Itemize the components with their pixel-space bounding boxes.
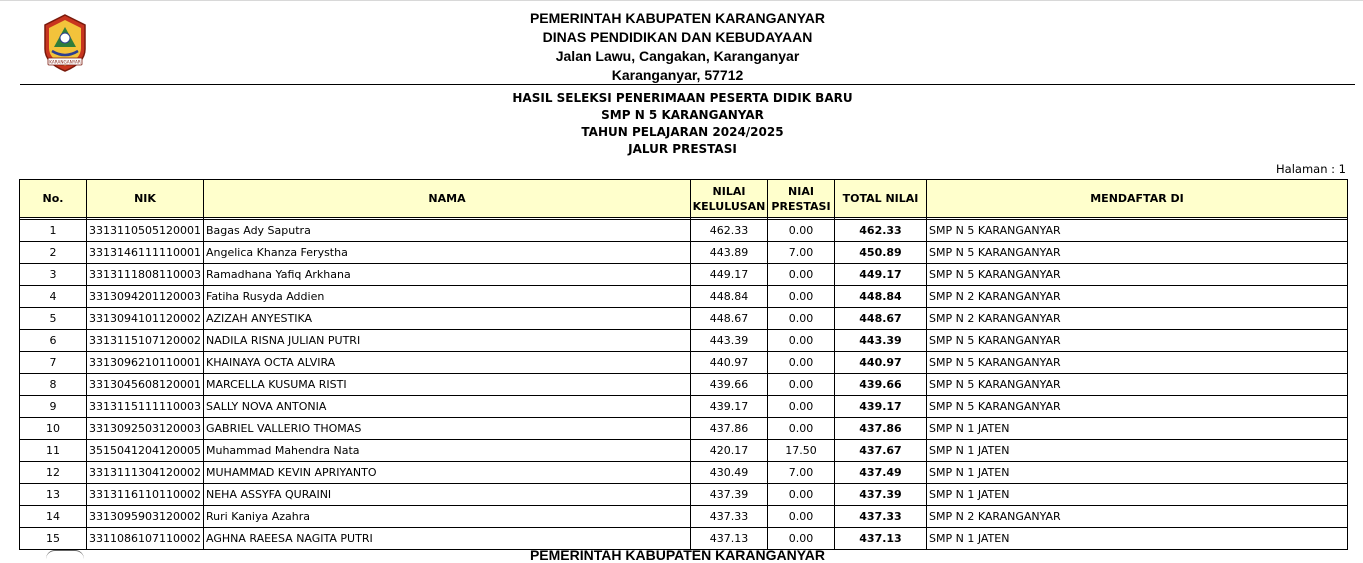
cell-nilai-prestasi: 0.00 (768, 330, 835, 352)
cell-nik: 3313045608120001 (87, 374, 204, 396)
cell-mendaftar-di: SMP N 1 JATEN (927, 528, 1348, 550)
cell-no: 15 (20, 528, 87, 550)
table-row (20, 506, 1348, 528)
table-row (20, 374, 1348, 396)
report-title-track: JALUR PRESTASI (628, 142, 737, 156)
table-row (20, 440, 1348, 462)
cell-mendaftar-di: SMP N 5 KARANGANYAR (927, 352, 1348, 374)
cell-nilai-prestasi: 0.00 (768, 506, 835, 528)
cell-mendaftar-di: SMP N 1 JATEN (927, 462, 1348, 484)
cell-nilai-prestasi: 0.00 (768, 484, 835, 506)
cell-mendaftar-di: SMP N 2 KARANGANYAR (927, 506, 1348, 528)
cell-mendaftar-di: SMP N 2 KARANGANYAR (927, 286, 1348, 308)
table-row (20, 330, 1348, 352)
cell-nilai-kelulusan: 437.86 (691, 418, 768, 440)
cell-no: 6 (20, 330, 87, 352)
cell-nilai-kelulusan: 443.39 (691, 330, 768, 352)
cell-total-nilai: 448.67 (835, 308, 927, 330)
cell-no: 4 (20, 286, 87, 308)
cell-total-nilai: 450.89 (835, 242, 927, 264)
table-row (20, 352, 1348, 374)
cell-nilai-kelulusan: 448.84 (691, 286, 768, 308)
cell-total-nilai: 449.17 (835, 264, 927, 286)
cell-nilai-prestasi: 0.00 (768, 264, 835, 286)
column-header-nama: NAMA (204, 180, 691, 218)
column-header-nik: NIK (87, 180, 204, 218)
svg-text:KARANGANYAR: KARANGANYAR (49, 59, 81, 65)
cell-no: 3 (20, 264, 87, 286)
cell-no: 13 (20, 484, 87, 506)
cell-nik: 3313115107120002 (87, 330, 204, 352)
cell-total-nilai: 443.39 (835, 330, 927, 352)
cell-total-nilai: 462.33 (835, 220, 927, 242)
cell-nama: SALLY NOVA ANTONIA (204, 396, 691, 418)
table-row (20, 418, 1348, 440)
letterhead-agency: DINAS PENDIDIKAN DAN KEBUDAYAAN (542, 29, 813, 45)
cell-nama: Bagas Ady Saputra (204, 220, 691, 242)
cell-nik: 3313115111110003 (87, 396, 204, 418)
cell-nilai-kelulusan: 448.67 (691, 308, 768, 330)
column-header-nilai-kelulusan: NILAI KELULUSAN (691, 180, 768, 218)
cell-no: 9 (20, 396, 87, 418)
letterhead-city: Karanganyar, 57712 (611, 67, 744, 83)
cell-no: 2 (20, 242, 87, 264)
cell-nik: 3515041204120005 (87, 440, 204, 462)
cell-nilai-prestasi: 0.00 (768, 220, 835, 242)
cell-nilai-prestasi: 0.00 (768, 352, 835, 374)
cell-nilai-kelulusan: 437.13 (691, 528, 768, 550)
table-row (20, 462, 1348, 484)
cell-nik: 3311086107110002 (87, 528, 204, 550)
cell-nilai-kelulusan: 443.89 (691, 242, 768, 264)
cell-nik: 3313096210110001 (87, 352, 204, 374)
cell-nama: NEHA ASSYFA QURAINI (204, 484, 691, 506)
cell-mendaftar-di: SMP N 5 KARANGANYAR (927, 242, 1348, 264)
cell-total-nilai: 437.39 (835, 484, 927, 506)
cell-nama: Ruri Kaniya Azahra (204, 506, 691, 528)
table-row (20, 396, 1348, 418)
cell-nik: 3313111304120002 (87, 462, 204, 484)
cell-nilai-prestasi: 7.00 (768, 462, 835, 484)
cell-nilai-kelulusan: 449.17 (691, 264, 768, 286)
cell-nilai-prestasi: 0.00 (768, 308, 835, 330)
cell-nilai-kelulusan: 439.66 (691, 374, 768, 396)
cell-nik: 3313116110110002 (87, 484, 204, 506)
page-number: Halaman : 1 (1276, 162, 1346, 176)
cell-total-nilai: 437.33 (835, 506, 927, 528)
cell-total-nilai: 437.67 (835, 440, 927, 462)
cell-nilai-kelulusan: 440.97 (691, 352, 768, 374)
cell-nama: KHAINAYA OCTA ALVIRA (204, 352, 691, 374)
letterhead (0, 9, 1355, 85)
cell-mendaftar-di: SMP N 5 KARANGANYAR (927, 396, 1348, 418)
cell-nama: AGHNA RAEESA NAGITA PUTRI (204, 528, 691, 550)
column-header-niai-prestasi: NIAI PRESTASI (768, 180, 835, 218)
top-border (0, 0, 1363, 1)
selection-results-table (19, 179, 1348, 550)
cell-nama: Muhammad Mahendra Nata (204, 440, 691, 462)
cell-nilai-kelulusan: 462.33 (691, 220, 768, 242)
table-row (20, 286, 1348, 308)
cell-total-nilai: 448.84 (835, 286, 927, 308)
cell-nama: Ramadhana Yafiq Arkhana (204, 264, 691, 286)
cell-nilai-kelulusan: 437.33 (691, 506, 768, 528)
cell-nilai-kelulusan: 420.17 (691, 440, 768, 462)
cell-nama: Fatiha Rusyda Addien (204, 286, 691, 308)
cell-mendaftar-di: SMP N 5 KARANGANYAR (927, 330, 1348, 352)
cell-mendaftar-di: SMP N 5 KARANGANYAR (927, 374, 1348, 396)
cell-nilai-prestasi: 0.00 (768, 418, 835, 440)
report-title-school: SMP N 5 KARANGANYAR (601, 108, 764, 122)
cell-nilai-prestasi: 0.00 (768, 396, 835, 418)
cell-nilai-kelulusan: 437.39 (691, 484, 768, 506)
letterhead-address: Jalan Lawu, Cangakan, Karanganyar (555, 48, 800, 64)
cell-nilai-prestasi: 0.00 (768, 528, 835, 550)
column-header-total-nilai: TOTAL NILAI (835, 180, 927, 218)
report-title-year: TAHUN PELAJARAN 2024/2025 (581, 125, 784, 139)
cell-nilai-kelulusan: 430.49 (691, 462, 768, 484)
table-row (20, 264, 1348, 286)
table-row (20, 484, 1348, 506)
cell-nik: 3313110505120001 (87, 220, 204, 242)
table-row (20, 242, 1348, 264)
cell-nama: MARCELLA KUSUMA RISTI (204, 374, 691, 396)
cell-nik: 3313095903120002 (87, 506, 204, 528)
cell-mendaftar-di: SMP N 5 KARANGANYAR (927, 264, 1348, 286)
cell-nilai-prestasi: 17.50 (768, 440, 835, 462)
cell-nik: 3313094101120002 (87, 308, 204, 330)
cell-nama: GABRIEL VALLERIO THOMAS (204, 418, 691, 440)
cell-nik: 3313094201120003 (87, 286, 204, 308)
cell-no: 8 (20, 374, 87, 396)
cell-mendaftar-di: SMP N 1 JATEN (927, 418, 1348, 440)
cell-nik: 3313092503120003 (87, 418, 204, 440)
cell-no: 1 (20, 220, 87, 242)
cell-nik: 3313111808110003 (87, 264, 204, 286)
cell-nama: AZIZAH ANYESTIKA (204, 308, 691, 330)
cell-nama: MUHAMMAD KEVIN APRIYANTO (204, 462, 691, 484)
table-row (20, 220, 1348, 242)
letterhead-divider (20, 84, 1355, 85)
cell-nilai-prestasi: 0.00 (768, 374, 835, 396)
cell-no: 5 (20, 308, 87, 330)
cell-total-nilai: 439.17 (835, 396, 927, 418)
cell-mendaftar-di: SMP N 5 KARANGANYAR (927, 220, 1348, 242)
report-title-line-1: HASIL SELEKSI PENERIMAAN PESERTA DIDIK BARU (512, 91, 853, 105)
cell-total-nilai: 439.66 (835, 374, 927, 396)
cell-total-nilai: 437.13 (835, 528, 927, 550)
cell-no: 7 (20, 352, 87, 374)
cell-no: 14 (20, 506, 87, 528)
table-row (20, 308, 1348, 330)
cell-mendaftar-di: SMP N 1 JATEN (927, 440, 1348, 462)
cell-nilai-kelulusan: 439.17 (691, 396, 768, 418)
column-header-no: No. (20, 180, 87, 218)
cell-mendaftar-di: SMP N 1 JATEN (927, 484, 1348, 506)
cell-nilai-prestasi: 0.00 (768, 286, 835, 308)
cell-nama: Angelica Khanza Ferystha (204, 242, 691, 264)
cell-no: 12 (20, 462, 87, 484)
report-title (0, 90, 1363, 158)
cell-nik: 3313146111110001 (87, 242, 204, 264)
cell-no: 10 (20, 418, 87, 440)
cell-mendaftar-di: SMP N 2 KARANGANYAR (927, 308, 1348, 330)
next-page-letterhead: PEMERINTAH KABUPATEN KARANGANYAR (529, 547, 826, 563)
cell-nama: NADILA RISNA JULIAN PUTRI (204, 330, 691, 352)
cell-no: 11 (20, 440, 87, 462)
cell-nilai-prestasi: 7.00 (768, 242, 835, 264)
letterhead-government: PEMERINTAH KABUPATEN KARANGANYAR (529, 10, 826, 26)
cell-total-nilai: 440.97 (835, 352, 927, 374)
cell-total-nilai: 437.49 (835, 462, 927, 484)
table-header-row (20, 180, 1348, 218)
cell-total-nilai: 437.86 (835, 418, 927, 440)
column-header-mendaftar-di: MENDAFTAR DI (927, 180, 1348, 218)
